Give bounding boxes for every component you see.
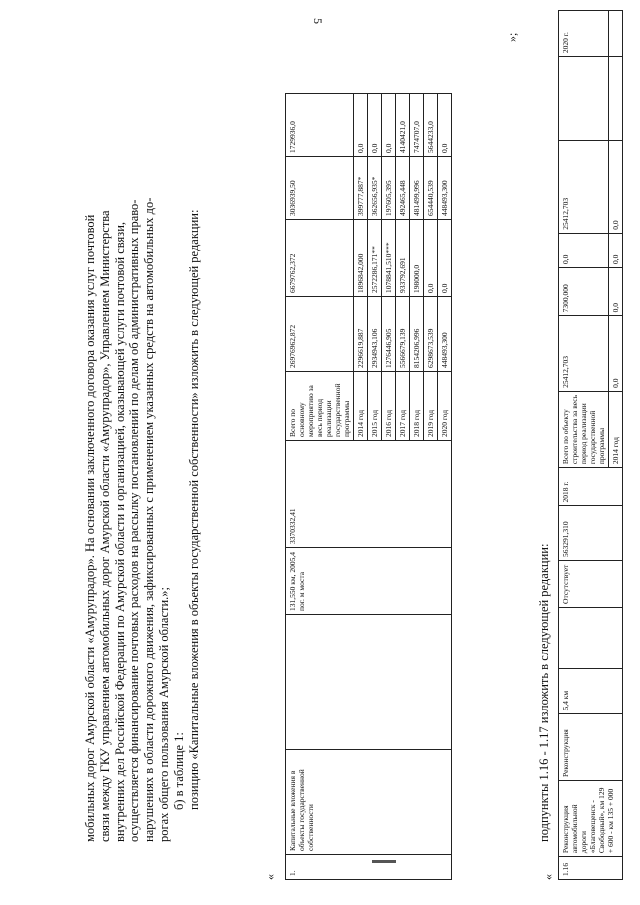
intro-paragraph	[83, 22, 201, 842]
page-number: 5	[311, 18, 325, 24]
table-cell: Реконструкция автомобильной дороги «Благовещенск - Свободный», км 129 + 600 - км 135 + 000	[559, 780, 623, 856]
table-cell: 2019 год	[424, 372, 438, 441]
table-cell	[609, 11, 623, 57]
table-cell: 26976962,872	[286, 297, 354, 372]
table-cell: 3370332,41	[286, 441, 452, 548]
table-cell: 197605,395	[382, 157, 396, 220]
table-cell: 3036939,50	[286, 157, 354, 220]
table-cell: 0,0	[609, 233, 623, 267]
table-cell: 492465,448	[396, 157, 410, 220]
table-cell: 25412,703	[559, 316, 609, 391]
table-cell: 0,0	[609, 316, 623, 391]
paragraph-line: связи между ГКУ управлением автомобильных дорог Амурской области «Амурупрадор», Управлением Министерства	[97, 210, 112, 842]
table-cell: 0,0	[609, 140, 623, 233]
table-cell: 1078841,510***	[382, 220, 396, 297]
table-cell	[609, 57, 623, 141]
table-cell: Отсутствует	[559, 560, 623, 607]
table-cell	[559, 607, 623, 668]
table-cell: 2014 год	[354, 372, 368, 441]
table-cell: 2018 г.	[559, 468, 623, 506]
table-cell: 563291,310	[559, 506, 623, 561]
table-cell: 0,0	[609, 267, 623, 315]
table-row	[559, 11, 609, 880]
table-cell: 362656,935*	[368, 157, 382, 220]
table-cell: 2296619,887	[354, 297, 368, 372]
table-cell: 2014 год	[609, 391, 623, 467]
table-cell: 2020 г.	[559, 11, 609, 57]
table-cell: 6679762,372	[286, 220, 354, 297]
table-cell: 2572286,171**	[368, 220, 382, 297]
table-cell: 0,0	[424, 220, 438, 297]
table-cell: 1.16	[559, 857, 623, 880]
table-cell: 7474707,0	[410, 94, 424, 157]
capital-investment-table	[285, 93, 452, 880]
table-cell: 654440,539	[424, 157, 438, 220]
table-cell: 4140421,0	[396, 94, 410, 157]
table-cell: 0,0	[382, 94, 396, 157]
rotated-page-content	[35, 10, 635, 890]
table-cell: Всего по объекту строительства за весь период реализации государственной программы	[559, 391, 609, 467]
item-b: б) в таблице 1:	[171, 732, 186, 810]
table-cell: 1896842,000	[354, 220, 368, 297]
table-cell: 1276446,905	[382, 297, 396, 372]
table-cell: 1729936,0	[286, 94, 354, 157]
subpoints-table	[558, 10, 623, 880]
open-quote-2: «	[541, 874, 555, 880]
table-cell: 8154206,996	[410, 297, 424, 372]
paragraph-line: рогах общего пользования Амурской области.»;	[156, 586, 171, 842]
table-row	[286, 94, 354, 880]
table-cell: 6298673,539	[424, 297, 438, 372]
table-cell: 0,0	[354, 94, 368, 157]
table-cell: 2016 год	[382, 372, 396, 441]
table-cell: Реконструкция	[559, 714, 623, 781]
table-cell: 198000,0	[410, 220, 424, 297]
table-cell: 2934943,106	[368, 297, 382, 372]
table-cell	[559, 57, 609, 141]
open-quote: «	[263, 874, 277, 880]
table-cell: 399777,887*	[354, 157, 368, 220]
table-cell: 2015 год	[368, 372, 382, 441]
table-cell	[286, 615, 452, 750]
close-quote: »;	[505, 32, 519, 42]
table-cell: 131,550 км, 2005,4 пог. м моста	[286, 548, 452, 615]
subpoints-text: подпункты 1.16 - 1.17 изложить в следующей редакции:	[537, 543, 551, 842]
position-text: позицию «Капитальные вложения в объекты государственной собственности» изложить в следующей редакции:	[186, 209, 201, 810]
table-cell: 5,4 км	[559, 668, 623, 714]
table-cell: 448493,300	[438, 297, 452, 372]
paragraph-line: нарушениях в области дорожного движения, зафиксированных с применением указанных средств на автомобильных до-	[142, 197, 157, 842]
paragraph-line: осуществляется финансирование почтовых расходов на рассылку постановлений по делам об административных право-	[127, 199, 142, 842]
paragraph-line: мобильных дорог Амурской области «Амурупрадор». На основании заключенного договора оказания услуг почтовой	[83, 214, 97, 842]
table-cell: 25412,703	[559, 140, 609, 233]
table-cell: 2018 год	[410, 372, 424, 441]
table-cell: 5566679,139	[396, 297, 410, 372]
table-cell: 0,0	[559, 233, 609, 267]
table-cell: 933792,691	[396, 220, 410, 297]
paragraph-line: внутренних дел Российской Федерации по Амурской области и организацией, оказывающей услуги почтовой связи,	[112, 221, 127, 842]
table-cell: 0,0	[438, 94, 452, 157]
table-cell: 481499,996	[410, 157, 424, 220]
table-cell: 0,0	[368, 94, 382, 157]
table-cell: 448493,300	[438, 157, 452, 220]
table-cell: 0,0	[438, 220, 452, 297]
table-cell: 2017 год	[396, 372, 410, 441]
table-cell: Капитальные вложения в объекты государственной собственности	[286, 750, 452, 855]
table-cell: 7300,000	[559, 267, 609, 315]
table-cell: Всего по основному мероприятию за весь период реализации государственной программы	[286, 372, 354, 441]
table-cell: 5644233,0	[424, 94, 438, 157]
table-cell: 2020 год	[438, 372, 452, 441]
table-cell: 1.	[286, 855, 452, 880]
